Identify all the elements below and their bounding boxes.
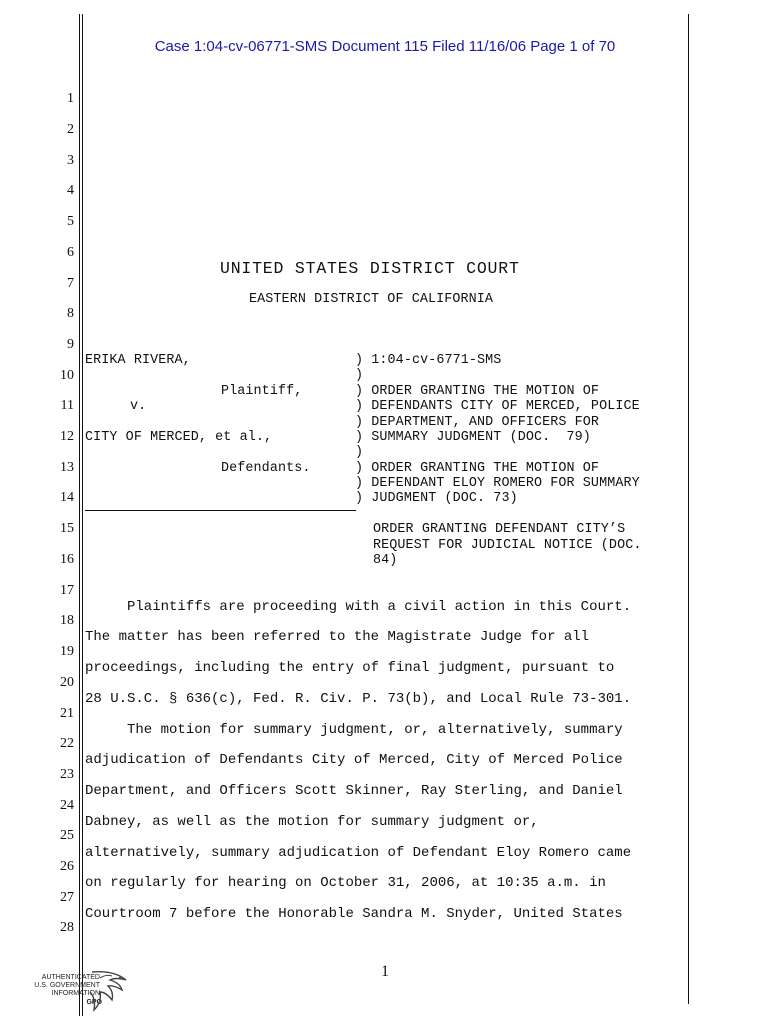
caption-right-line: ) ORDER GRANTING THE MOTION OF xyxy=(355,384,600,399)
line-number: 25 xyxy=(60,828,74,843)
defendant-role: Defendants. xyxy=(221,461,311,476)
caption-extra-line: REQUEST FOR JUDICIAL NOTICE (DOC. xyxy=(373,538,642,553)
caption-right-line: ) SUMMARY JUDGMENT (DOC. 79) xyxy=(355,430,591,445)
gpo-logo-mark: GPO xyxy=(86,999,102,1006)
body-line: proceedings, including the entry of final judgment, pursuant to xyxy=(85,660,615,676)
body-line: Plaintiffs are proceeding with a civil action in this Court. xyxy=(85,599,632,615)
caption-right-line: ) DEFENDANT ELOY ROMERO FOR SUMMARY xyxy=(355,476,640,491)
body-line: Courtroom 7 before the Honorable Sandra M. Snyder, United States xyxy=(85,906,623,922)
line-number: 26 xyxy=(60,859,74,874)
line-number: 14 xyxy=(60,490,74,505)
line-number: 22 xyxy=(60,736,74,751)
line-number: 12 xyxy=(60,429,74,444)
gpo-logo-line: U.S. GOVERNMENT xyxy=(34,982,100,989)
body-line: 28 U.S.C. § 636(c), Fed. R. Civ. P. 73(b), and Local Rule 73-301. xyxy=(85,691,632,707)
caption-right-line: ) xyxy=(355,368,364,383)
line-number: 16 xyxy=(60,552,74,567)
caption-right-line: ) xyxy=(355,445,364,460)
line-number: 11 xyxy=(60,398,74,413)
line-number: 17 xyxy=(60,583,74,598)
eagle-icon xyxy=(30,968,140,1014)
caption-extra-line: 84) xyxy=(373,553,398,568)
defendant-name: CITY OF MERCED, et al., xyxy=(85,430,273,445)
body-line: adjudication of Defendants City of Merced, City of Merced Police xyxy=(85,752,623,768)
gpo-logo-line: AUTHENTICATED xyxy=(41,974,100,981)
line-number: 27 xyxy=(60,890,74,905)
body-line: The matter has been referred to the Magistrate Judge for all xyxy=(85,629,590,645)
right-margin-rule xyxy=(688,14,689,1004)
caption-underline xyxy=(85,510,356,511)
caption-right-line: ) 1:04-cv-6771-SMS xyxy=(355,353,502,368)
body-line: alternatively, summary adjudication of Defendant Eloy Romero came xyxy=(85,845,632,861)
line-number: 4 xyxy=(67,183,74,198)
plaintiff-role: Plaintiff, xyxy=(221,384,303,399)
line-number: 5 xyxy=(67,214,74,229)
line-number: 2 xyxy=(67,122,74,137)
versus-label: v. xyxy=(130,399,147,414)
court-name: UNITED STATES DISTRICT COURT xyxy=(220,259,520,278)
body-line: The motion for summary judgment, or, alternatively, summary xyxy=(85,722,623,738)
left-margin-rule-inner xyxy=(82,14,83,1016)
line-number: 20 xyxy=(60,675,74,690)
line-number: 24 xyxy=(60,798,74,813)
caption-right-line: ) DEFENDANTS CITY OF MERCED, POLICE xyxy=(355,399,640,414)
line-number: 15 xyxy=(60,521,74,536)
line-number: 21 xyxy=(60,706,74,721)
caption-right-line: ) DEPARTMENT, AND OFFICERS FOR xyxy=(355,415,600,430)
gpo-authentication-logo xyxy=(30,968,140,1014)
page-number: 1 xyxy=(381,963,389,980)
line-number: 8 xyxy=(67,306,74,321)
line-number: 13 xyxy=(60,460,74,475)
line-number: 9 xyxy=(67,337,74,352)
body-line: on regularly for hearing on October 31, 2006, at 10:35 a.m. in xyxy=(85,875,606,891)
court-district: EASTERN DISTRICT OF CALIFORNIA xyxy=(249,292,494,307)
caption-extra-line: ORDER GRANTING DEFENDANT CITY’S xyxy=(373,522,626,537)
line-number: 1 xyxy=(67,91,74,106)
line-number: 23 xyxy=(60,767,74,782)
line-number: 3 xyxy=(67,153,74,168)
caption-right-line: ) JUDGMENT (DOC. 73) xyxy=(355,491,518,506)
body-line: Department, and Officers Scott Skinner, Ray Sterling, and Daniel xyxy=(85,783,623,799)
body-line: Dabney, as well as the motion for summary judgment or, xyxy=(85,814,539,830)
line-number: 18 xyxy=(60,613,74,628)
left-margin-rule-outer xyxy=(79,14,80,1016)
line-number: 28 xyxy=(60,920,74,935)
line-number: 7 xyxy=(67,276,74,291)
case-header: Case 1:04-cv-06771-SMS Document 115 Filed 11/16/06 Page 1 of 70 xyxy=(154,38,616,55)
plaintiff-name: ERIKA RIVERA, xyxy=(85,353,191,368)
caption-right-line: ) ORDER GRANTING THE MOTION OF xyxy=(355,461,600,476)
gpo-logo-line: INFORMATION xyxy=(51,990,100,997)
line-number: 6 xyxy=(67,245,74,260)
line-number: 19 xyxy=(60,644,74,659)
line-number: 10 xyxy=(60,368,74,383)
